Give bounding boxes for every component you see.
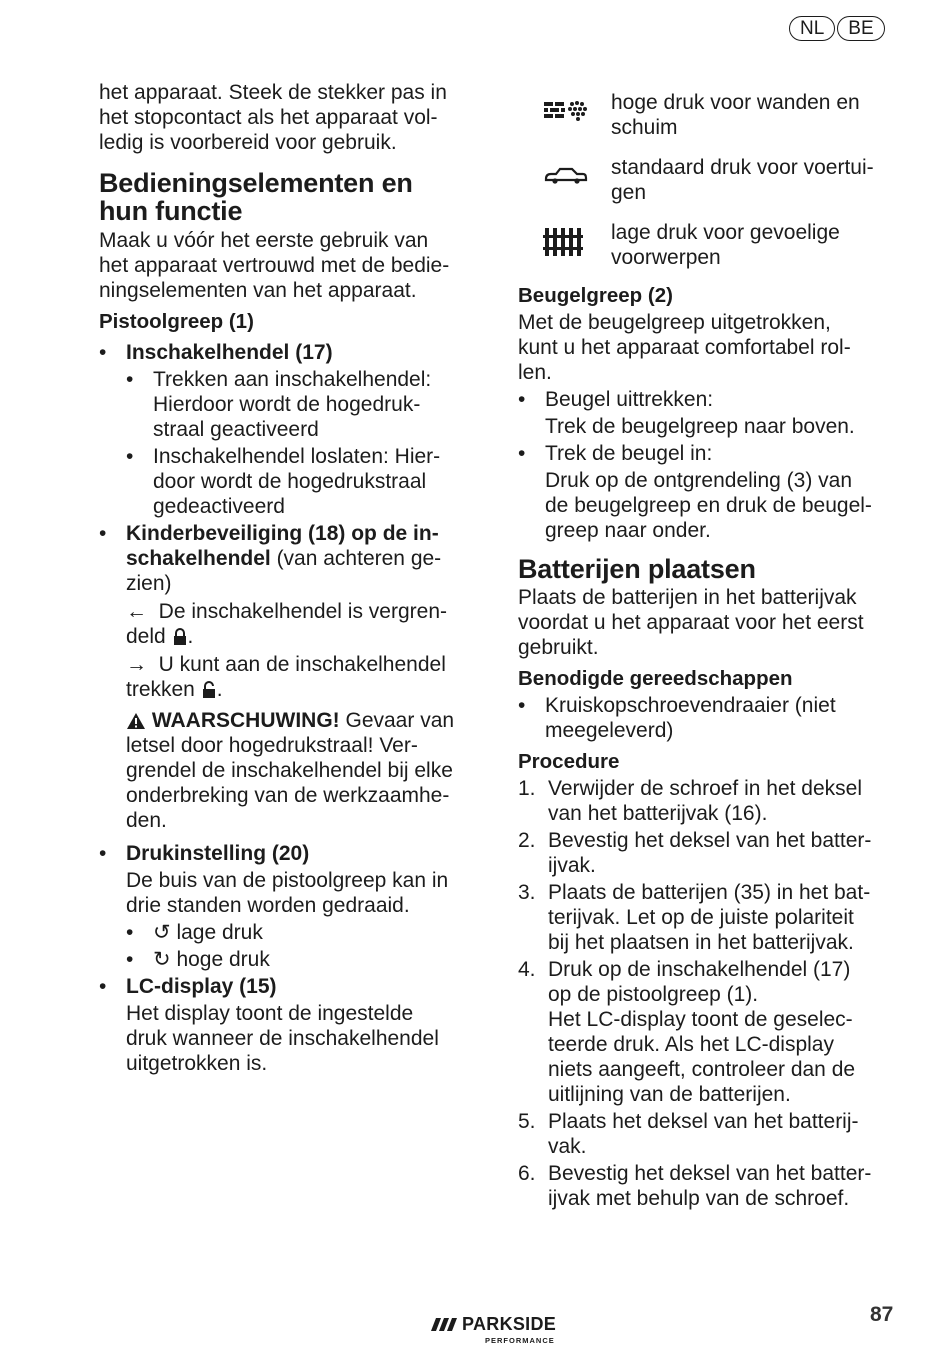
mode-row-standard xyxy=(518,155,903,220)
intro-text: het apparaat. Steek de stekker pas in het stopcontact als het apparaat vol- ledig is voorbereid voor gebruik. xyxy=(99,81,447,154)
warning-icon xyxy=(126,712,146,730)
beugel-heading: Beugelgreep (2) xyxy=(518,284,673,307)
page-number: 87 xyxy=(870,1303,894,1326)
car-icon xyxy=(542,155,592,195)
wall-foam-icon xyxy=(542,90,592,130)
parkside-logo xyxy=(430,1312,580,1353)
section-intro: Maak u vóór het eerste gebruik van het apparaat vertrouwd met de bedie- ningselementen van het apparaat. xyxy=(99,229,450,302)
list-item-lc-display: • LC-display (15) Het display toont de ingestelde druk wanneer de inschakelhendel uitgetrokken is. xyxy=(99,975,439,1075)
right-column xyxy=(518,90,903,1211)
step-6: 6. Bevestig het deksel van het batter- ijvak met behulp van de schroef. xyxy=(518,1162,872,1210)
arrow-right-icon: → xyxy=(126,653,159,676)
step-5: 5. Plaats het deksel van het batterij- vak. xyxy=(518,1110,859,1158)
fence-icon xyxy=(542,220,592,260)
tools-heading: Benodigde gereedschappen xyxy=(518,667,793,690)
language-badges xyxy=(789,16,887,41)
warning-block: WAARSCHUWING! Gevaar van letsel door hogedrukstraal! Ver- grendel de inschakelhendel bij elke onderbreking van de werkzaamhe- den. xyxy=(126,709,455,832)
sub-item-hoge-druk: • ↻ hoge druk xyxy=(126,948,270,971)
lock-open-icon xyxy=(201,681,217,699)
lock-closed-icon xyxy=(172,628,188,646)
list-item-inschakelhendel: • Inschakelhendel (17) xyxy=(99,341,333,364)
list-item-intrekken: • Trek de beugel in: Druk op de ontgrendeling (3) van de beugelgreep en druk de beugel- greep naar onder. xyxy=(518,442,872,542)
mode-label: lage druk voor gevoelige voorwerpen xyxy=(611,221,840,269)
sub-item-lage-druk: • ↺ lage druk xyxy=(126,921,263,944)
batterijen-heading: Batterijen plaatsen xyxy=(518,554,756,584)
mode-row-high xyxy=(518,90,903,155)
rotate-ccw-icon: ↺ xyxy=(153,921,177,944)
rotate-cw-icon: ↻ xyxy=(153,948,177,971)
step-2: 2. Bevestig het deksel van het batter- ijvak. xyxy=(518,829,872,877)
list-item-screwdriver: • Kruiskopschroevendraaier (niet meegeleverd) xyxy=(518,694,836,742)
badge-be: BE xyxy=(837,16,884,41)
sub-item-trekken: • Trekken aan inschakelhendel: Hierdoor wordt de hogedruk- straal geactiveerd xyxy=(126,368,432,441)
list-item-uittrekken: • Beugel uittrekken: Trek de beugelgreep naar boven. xyxy=(518,388,855,438)
step-1: 1. Verwijder de schroef in het deksel van het batterijvak (16). xyxy=(518,777,863,825)
mode-row-low xyxy=(518,220,903,285)
procedure-heading: Procedure xyxy=(518,750,620,773)
mode-label: standaard druk voor voertui- gen xyxy=(611,156,874,204)
brand-sub: PERFORMANCE xyxy=(485,1336,555,1345)
batterijen-text: Plaats de batterijen in het batterijvak voordat u het apparaat voor het eerst gebruikt. xyxy=(518,586,864,659)
mode-label: hoge druk voor wanden en schuim xyxy=(611,91,860,139)
step-3: 3. Plaats de batterijen (35) in het bat- terijvak. Let op de juiste polariteit bij het plaatsen in het batterijvak. xyxy=(518,881,871,954)
brand-name: PARKSIDE xyxy=(462,1314,557,1334)
list-item-kinderbeveiliging: • Kinderbeveiliging (18) op de in- schakelhendel (van achteren ge- zien) ← De inschakelhendel is vergren- deld . → U kunt aan de inschakelhendel trekken . WAARSCHUWING! Gevaar van letsel door hogedrukstraal! Ver- grendel de inschakelhendel bij elke onderbreking van de werkzaamhe- den. xyxy=(99,521,489,833)
list-item-drukinstelling: • Drukinstelling (20) De buis van de pistoolgreep kan in drie standen worden gedraaid. xyxy=(99,842,449,917)
pistool-heading: Pistoolgreep (1) xyxy=(99,310,254,333)
step-4: 4. Druk op de inschakelhendel (17) op de pistoolgreep (1). Het LC-display toont de geselec- teerde druk. Als het LC-display niets aangeeft, controleer dan de uitlijning van de batterijen. xyxy=(518,958,856,1106)
arrow-left-icon: ← xyxy=(126,600,159,623)
section-heading: Bedieningselementen en hun functie xyxy=(99,168,413,226)
beugel-text: Met de beugelgreep uitgetrokken, kunt u het apparaat comfortabel rol- len. xyxy=(518,311,851,384)
left-column xyxy=(99,80,489,1076)
badge-nl: NL xyxy=(789,16,835,41)
sub-item-loslaten: • Inschakelhendel loslaten: Hier- door wordt de hogedrukstraal gedeactiveerd xyxy=(126,445,441,518)
